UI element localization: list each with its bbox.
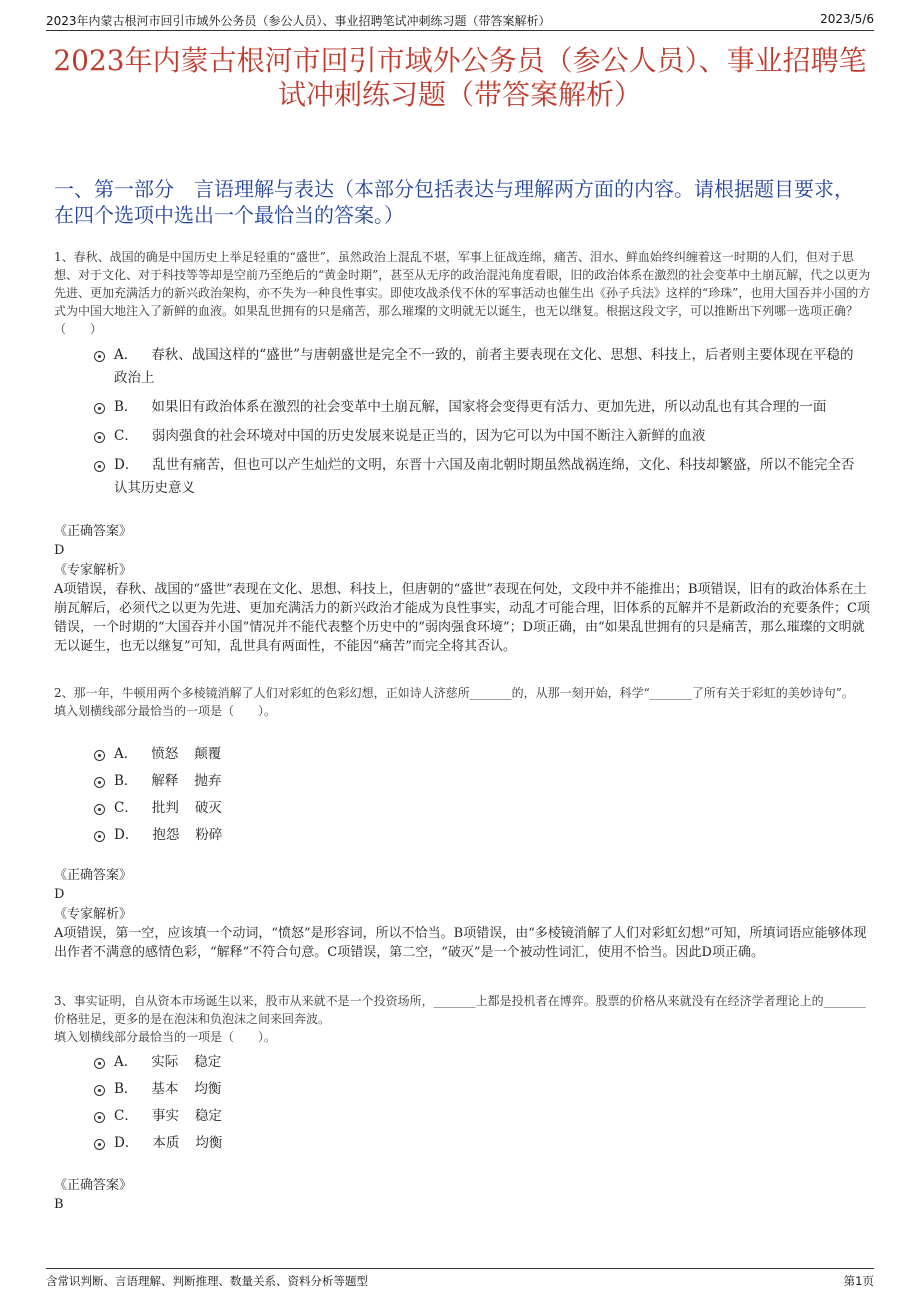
question-1-answer <box>54 522 874 560</box>
analysis-label: 《专家解析》 <box>54 563 133 578</box>
answer-label: 《正确答案》 <box>54 1178 133 1193</box>
question-1-stem: 1、春秋、战国的确是中国历史上举足轻重的“盛世”，虽然政治上混乱不堪，军事上征战连绵，痛苦、泪水、鲜血始终纠缠着这一时期的人们，但对于思想、对于文化、对于科技等等却是空前乃至绝后的“黄金时期”，甚至从无序的政治混沌角度看眼，旧的政治体系在激烈的社会变革中土崩瓦解，代之以更为先进、更加充满活力的新兴政治架构，亦不失为一种良性事实。即使攻战杀伐不休的军事活动也催生出《孙子兵法》这样的“珍珠”，也用大国吞并小国的方式为中国大地注入了新鲜的血液。如果乱世拥有的只是痛苦，那么璀璨的文明就无以诞生，也无以继复。根据这段文字，可以推断出下列哪一选项正确？（ ） <box>54 250 871 336</box>
answer-value: D <box>54 543 65 558</box>
question-1-option-b[interactable]: B． 如果旧有政治体系在激烈的社会变革中土崩瓦解，国家将会变得更有活力、更加先进，所以动乱也有其合理的一面 <box>92 396 866 419</box>
answer-label: 《正确答案》 <box>54 524 133 539</box>
question-3-option-a[interactable]: A． 实际 稳定 <box>92 1051 866 1074</box>
question-3-answer <box>54 1176 874 1214</box>
question-2-options <box>92 743 866 851</box>
analysis-text: A项错误，春秋、战国的“盛世”表现在文化、思想、科技上，但唐朝的“盛世”表现在何处，文段中并不能推出；B项错误，旧有的政治体系在土崩瓦解后，必须代之以更为先进、更加充满活力的新兴政治才能成为良性事实，动乱才可能合理，旧体系的瓦解并不是新政治的充要条件；C项错误，一个时期的“大国吞并小国”情况并不能代表整个历史中的“弱肉强食环境”；D项正确，由“如果乱世拥有的只是痛苦，那么璀璨的文明就无以诞生，也无以继复”可知，乱世具有两面性，不能因“痛苦”而完全将其否认。 <box>54 582 870 654</box>
section-heading: 一、第一部分 言语理解与表达（本部分包括表达与理解两方面的内容。请根据题目要求，在四个选项中选出一个最恰当的答案。） <box>54 177 854 227</box>
radio-icon[interactable] <box>94 1139 105 1150</box>
radio-icon[interactable] <box>94 1085 105 1096</box>
analysis-label: 《专家解析》 <box>54 907 133 922</box>
answer-label: 《正确答案》 <box>54 868 133 883</box>
question-1-analysis <box>54 561 874 656</box>
radio-icon[interactable] <box>94 1058 105 1069</box>
question-3-options <box>92 1051 866 1159</box>
question-1-options <box>92 344 866 506</box>
question-1-option-d[interactable]: D． 乱世有痛苦，但也可以产生灿烂的文明，东晋十六国及南北朝时期虽然战祸连绵，文化、科技却繁盛，所以不能完全否认其历史意义 <box>92 454 866 500</box>
header-title: 2023年内蒙古根河市回引市域外公务员（参公人员）、事业招聘笔试冲刺练习题（带答案解析） <box>46 14 551 28</box>
page-number: 第1页 <box>843 1274 874 1288</box>
radio-icon[interactable] <box>94 1112 105 1123</box>
question-2-stem: 2、那一年，牛顿用两个多棱镜消解了人们对彩虹的色彩幻想，正如诗人济慈所_______的，从那一刻开始，科学“_______了所有关于彩虹的美妙诗句”。 填入划横线部分最恰当的一项是（ ）。 <box>54 686 854 718</box>
analysis-text: A项错误，第一空，应该填一个动词，“愤怒”是形容词，所以不恰当。B项错误，由“多棱镜消解了人们对彩虹幻想”可知，所填词语应能够体现出作者不满意的感情色彩，“解释”不符合句意。C项错误，第二空，“破灭”是一个被动性词汇，使用不恰当。因此D项正确。 <box>54 926 867 960</box>
radio-icon[interactable] <box>94 432 105 443</box>
page-footer <box>46 1268 874 1288</box>
radio-icon[interactable] <box>94 831 105 842</box>
question-2-option-b[interactable]: B． 解释 抛弃 <box>92 770 866 793</box>
radio-icon[interactable] <box>94 461 105 472</box>
question-3-stem: 3、事实证明，自从资本市场诞生以来，股市从来就不是一个投资场所，_______上都是投机者在博弈。股票的价格从来就没有在经济学者理论上的_______价格驻足，更多的是在泡沫和负泡沫之间来回奔波。 填入划横线部分最恰当的一项是（ ）。 <box>54 994 866 1044</box>
radio-icon[interactable] <box>94 777 105 788</box>
footer-note: 含常识判断、言语理解、判断推理、数量关系、资料分析等题型 <box>46 1274 368 1288</box>
document-title: 2023年内蒙古根河市回引市域外公务员（参公人员）、事业招聘笔试冲刺练习题（带答案解析） <box>53 44 867 111</box>
question-2-analysis <box>54 905 874 962</box>
question-2-option-c[interactable]: C． 批判 破灭 <box>92 797 866 820</box>
question-3-option-d[interactable]: D． 本质 均衡 <box>92 1132 866 1155</box>
answer-value: B <box>54 1197 64 1212</box>
radio-icon[interactable] <box>94 403 105 414</box>
question-2-option-d[interactable]: D． 抱怨 粉碎 <box>92 824 866 847</box>
answer-value: D <box>54 887 65 902</box>
page-header <box>46 8 874 31</box>
radio-icon[interactable] <box>94 351 105 362</box>
question-1-option-a[interactable]: A． 春秋、战国这样的“盛世”与唐朝盛世是完全不一致的，前者主要表现在文化、思想、科技上，后者则主要体现在平稳的政治上 <box>92 344 866 390</box>
question-2-answer <box>54 866 874 904</box>
header-date: 2023/5/6 <box>820 12 874 26</box>
question-1-option-c[interactable]: C． 弱肉强食的社会环境对中国的历史发展来说是正当的，因为它可以为中国不断注入新鲜的血液 <box>92 425 866 448</box>
question-3-option-c[interactable]: C． 事实 稳定 <box>92 1105 866 1128</box>
radio-icon[interactable] <box>94 804 105 815</box>
question-3-option-b[interactable]: B． 基本 均衡 <box>92 1078 866 1101</box>
radio-icon[interactable] <box>94 750 105 761</box>
question-2-option-a[interactable]: A． 愤怒 颠覆 <box>92 743 866 766</box>
